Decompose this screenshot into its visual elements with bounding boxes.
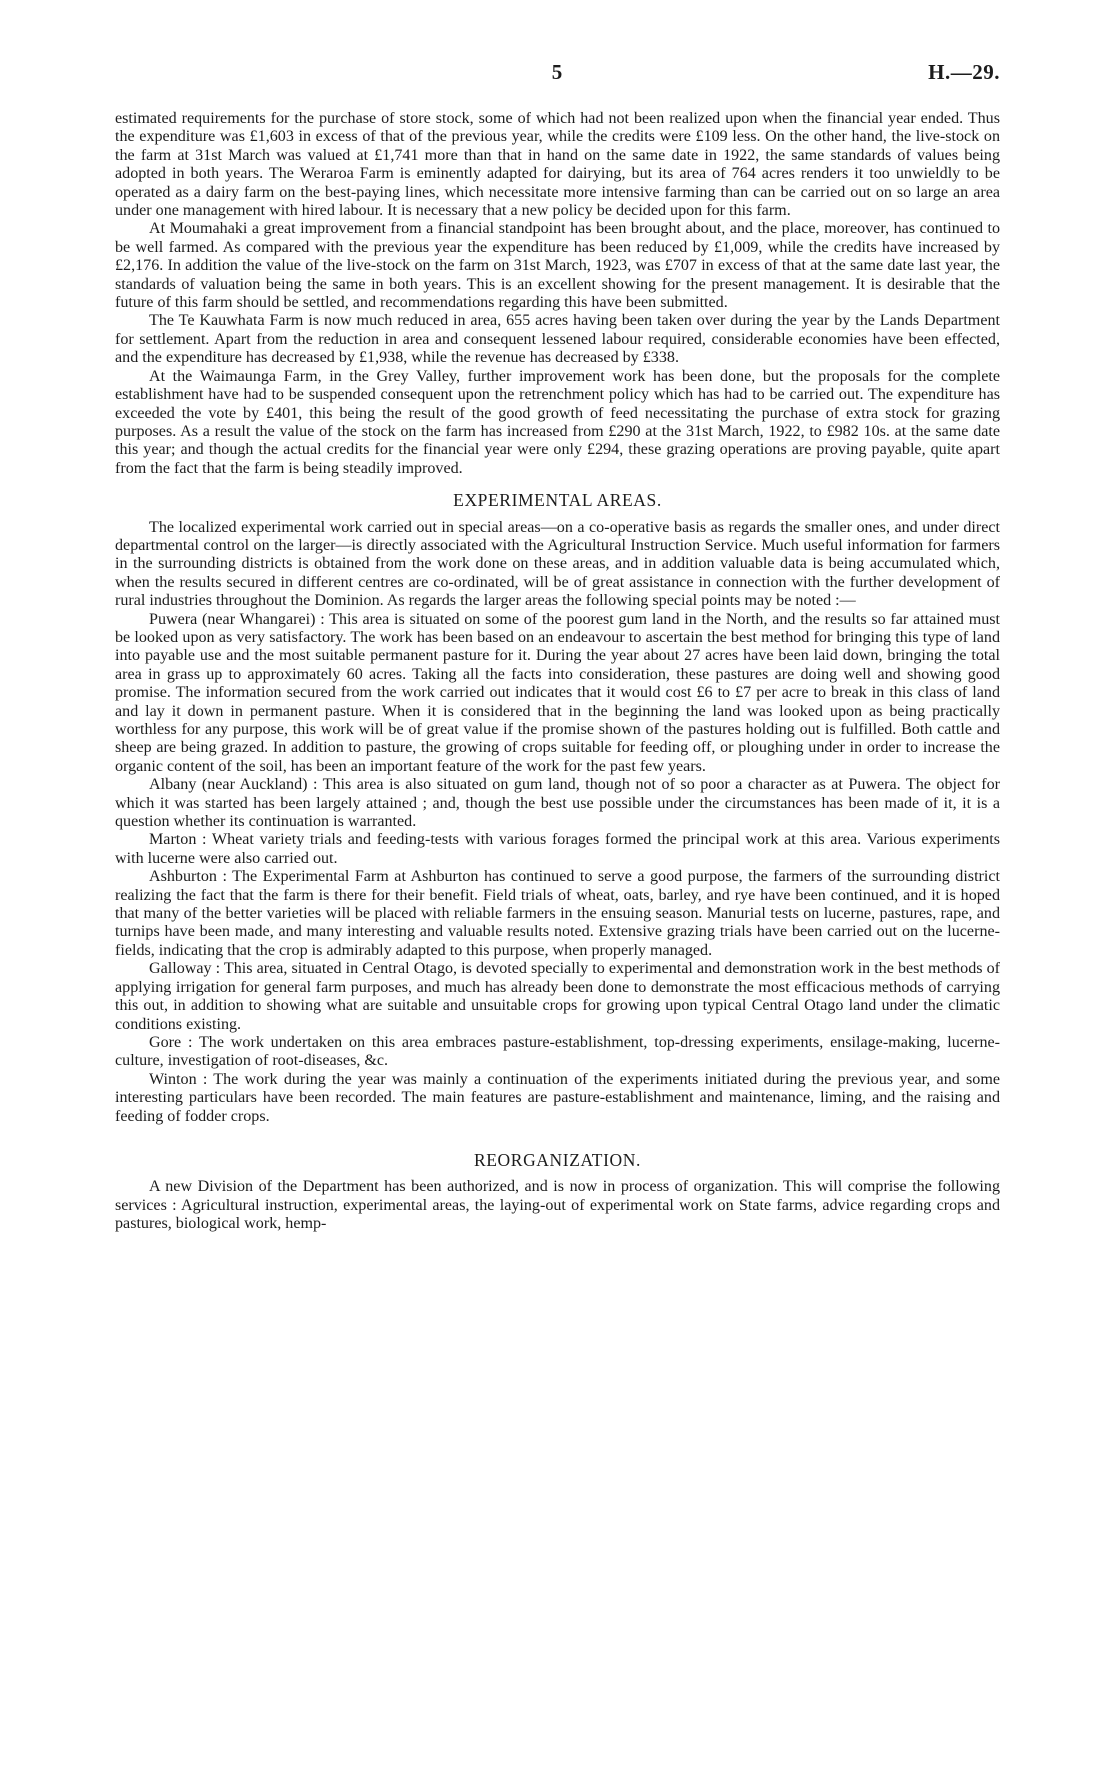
farms-paragraph-waimaunga: At the Waimaunga Farm, in the Grey Valley, further improvement work has been done, but the proposals for the complete establishment have had to be suspended consequent upon the retrenchment policy which has had to be carried out. The expenditure has exceeded the vote by £401, this being the result of the good growth of feed necessitating the purchase of extra stock for grazing purposes. As a result the value of the stock on the farm has increased from £290 at the 31st March, 1922, to £982 10s. at the same date this year; and though the actual credits for the financial year were only £294, these grazing operations are proving payable, quite apart from the fact that the farm is being steadily improved. <box>115 367 1000 477</box>
document-reference: H.—29. <box>928 60 1000 84</box>
experimental-paragraph-marton: Marton : Wheat variety trials and feeding-tests with various forages formed the principal work at this area. Various experiments with lucerne were also carried out. <box>115 831 1000 867</box>
experimental-paragraph-puwera: Puwera (near Whangarei) : This area is situated on some of the poorest gum land in the North, and the results so far attained must be looked upon as very satisfactory. The work has been based on an endeavour to ascertain the best method for bringing this type of land into payable use and the most suitable permanent pasture for it. During the year about 27 acres have been laid down, bringing the total area in grass up to approximately 60 acres. Taking all the facts into consideration, these pastures are doing well and showing good promise. The information secured from the work carried out indicates that it would cost £6 to £7 per acre to break in this class of land and lay it down in permanent pasture. When it is considered that in the beginning the land was looked upon as being practically worthless for any purpose, this work will be of great value if the promise shown of the pastures holding out is fulfilled. Both cattle and sheep are being grazed. In addition to pasture, the growing of crops suitable for feeding off, or ploughing under in order to increase the organic content of the soil, has been an important feature of the work for the past few years. <box>115 610 1000 775</box>
reorganization-paragraph: A new Division of the Department has been authorized, and is now in process of organization. This will comprise the following services : Agricultural instruction, experimental areas, the laying-out of experimental work on State farms, advice regarding crops and pastures, biological work, hemp- <box>115 1178 1000 1233</box>
experimental-paragraph-albany: Albany (near Auckland) : This area is also situated on gum land, though not of so poor a character as at Puwera. The object for which it was started has been largely attained ; and, though the best use possible under the circumstances has been made of it, it is a question whether its continuation is warranted. <box>115 776 1000 831</box>
page-number: 5 <box>551 60 563 84</box>
experimental-areas-heading: EXPERIMENTAL AREAS. <box>453 490 662 511</box>
experimental-paragraph-galloway: Galloway : This area, situated in Central Otago, is devoted specially to experimental and demonstration work in the best methods of applying irrigation for general farm purposes, and much has already been done to demonstrate the most efficacious methods of carrying this out, in addition to showing what are suitable and unsuitable crops for growing upon typical Central Otago land under the climatic conditions existing. <box>115 960 1000 1033</box>
experimental-paragraph-winton: Winton : The work during the year was mainly a continuation of the experiments initiated during the previous year, and some interesting particulars have been recorded. The main features are pasture-establishment and maintenance, liming, and the raising and feeding of fodder crops. <box>115 1070 1000 1125</box>
document-body <box>115 110 1000 1234</box>
experimental-paragraph-ashburton: Ashburton : The Experimental Farm at Ashburton has continued to serve a good purpose, the farmers of the surrounding district realizing the fact that the farm is there for their benefit. Field trials of wheat, oats, barley, and rye have been continued, and it is hoped that many of the better varieties will be placed with reliable farmers in the ensuing season. Manurial tests on lucerne, pastures, rape, and turnips have been made, and many interesting and valuable results noted. Extensive grazing trials have been carried out on the lucerne-fields, indicating that the crop is admirably adapted to this purpose, when properly managed. <box>115 868 1000 959</box>
experimental-paragraph-gore: Gore : The work undertaken on this area embraces pasture-establishment, top-dressing experiments, ensilage-making, lucerne-culture, investigation of root-diseases, &c. <box>115 1033 1000 1070</box>
farms-paragraph-te-kauwhata: The Te Kauwhata Farm is now much reduced in area, 655 acres having been taken over during the year by the Lands Department for settlement. Apart from the reduction in area and consequent lessened labour required, considerable economies have been effected, and the expenditure has decreased by £1,938, while the revenue has decreased by £338. <box>115 312 1000 367</box>
farms-paragraph-moumahaki: At Moumahaki a great improvement from a financial standpoint has been brought about, and the place, moreover, has continued to be well farmed. As compared with the previous year the expenditure has been reduced by £1,009, while the credits have increased by £2,176. In addition the value of the live-stock on the farm on 31st March, 1923, was £707 in excess of that at the same date last year, the standards of valuation being the same in both years. This is an excellent showing for the present management. It is desirable that the future of this farm should be settled, and recommendations regarding this have been submitted. <box>115 220 1000 312</box>
reorganization-heading: REORGANIZATION. <box>474 1149 641 1170</box>
farms-paragraph-weraroa: estimated requirements for the purchase of store stock, some of which had not been realized upon when the financial year ended. Thus the expenditure was £1,603 in excess of that of the previous year, while the credits were £109 less. On the other hand, the live-stock on the farm at 31st March was valued at £1,741 more than that in hand on the same date in 1922, the same standards of values being adopted in both years. The Weraroa Farm is eminently adapted for dairying, but its area of 764 acres renders it too unwieldly to be operated as a dairy farm on the best-paying lines, which necessitate more intensive farming than can be carried out on so large an area under one management with hired labour. It is necessary that a new policy be decided upon for this farm. <box>115 110 1000 220</box>
experimental-paragraph-intro: The localized experimental work carried out in special areas—on a co-operative basis as regards the smaller ones, and under direct departmental control on the larger—is directly associated with the Agricultural Instruction Service. Much useful information for farmers in the surrounding districts is obtained from the work done on these areas, and in addition valuable data is being accumulated which, when the results secured in different centres are co-ordinated, will be of great assistance in connection with the further development of rural industries throughout the Dominion. As regards the larger areas the following special points may be noted :— <box>115 518 1000 610</box>
